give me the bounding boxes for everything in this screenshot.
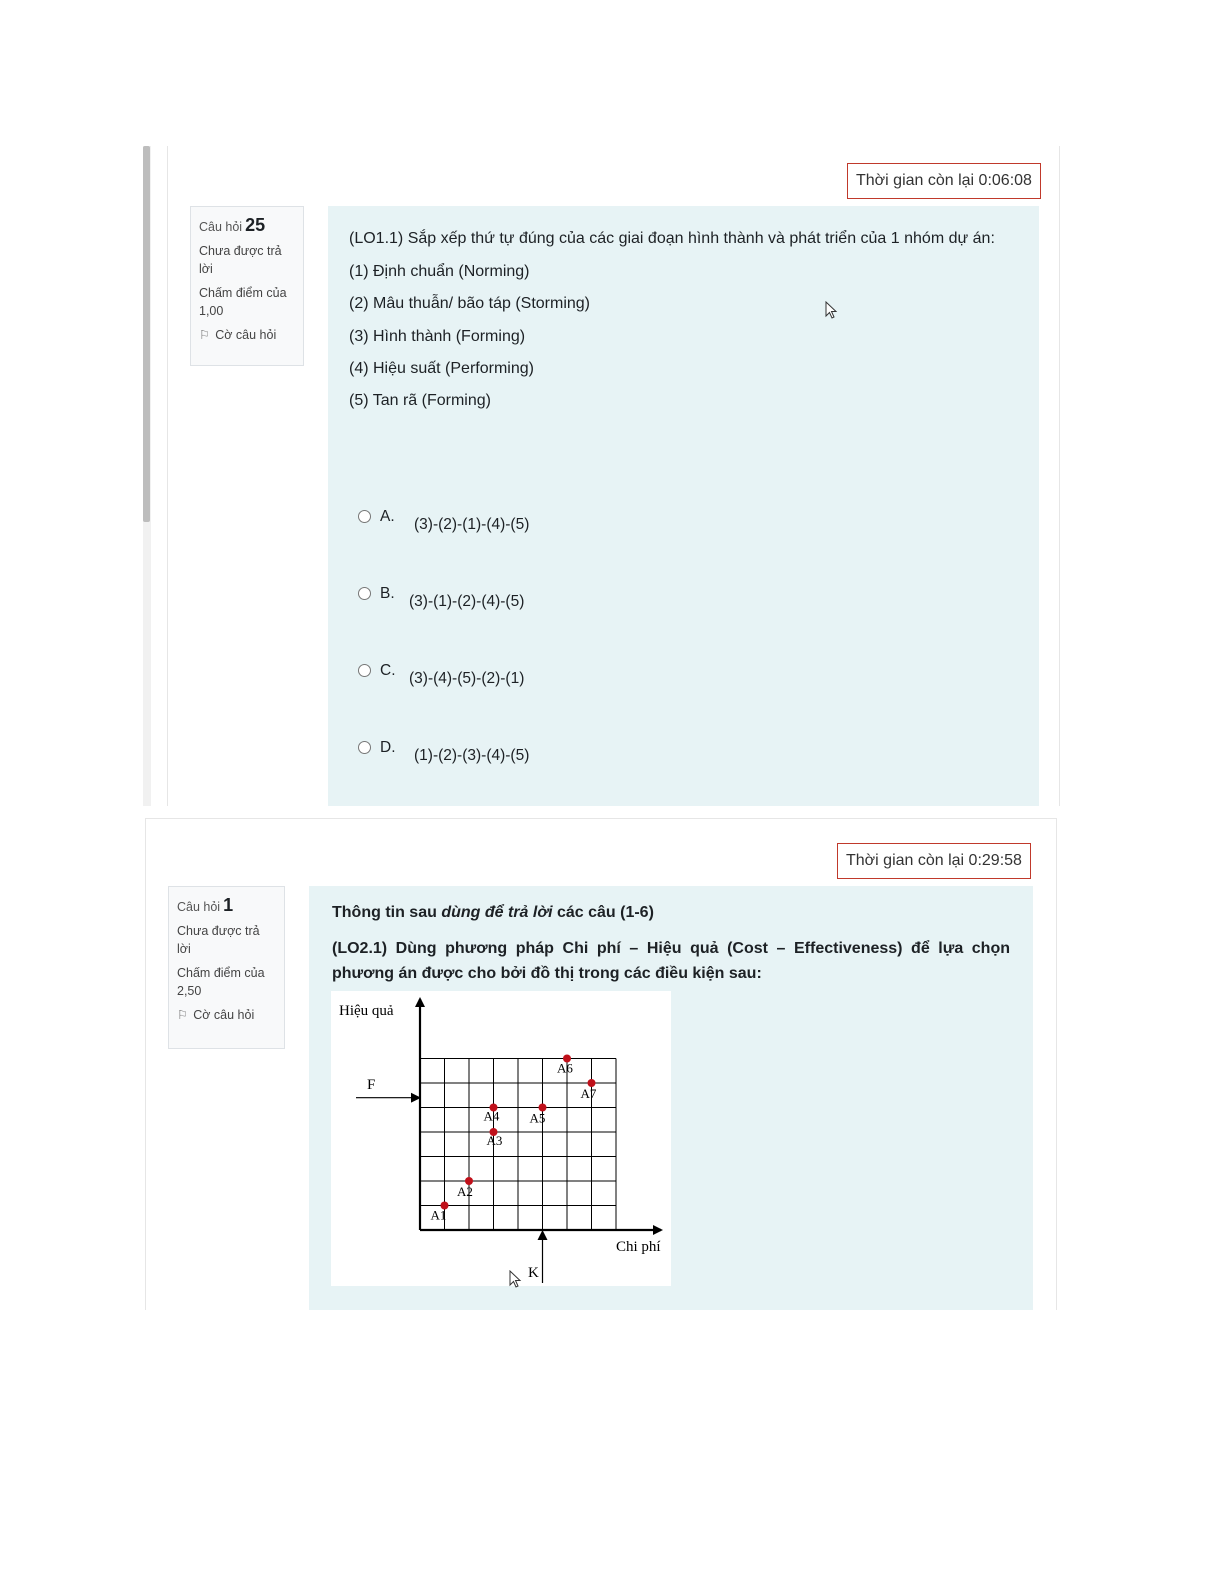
- grade-label: Chấm điểm của 2,50: [177, 966, 265, 998]
- radio-button[interactable]: [358, 587, 371, 600]
- question-number-label: Câu hỏi 25: [199, 215, 266, 235]
- point-label-a6: A6: [557, 1060, 573, 1076]
- y-axis-label: Hiệu quả: [339, 1003, 394, 1019]
- question-line: (5) Tan rã (Forming): [349, 392, 491, 409]
- answer-option-b[interactable]: B. (3)-(1)-(2)-(4)-(5): [358, 589, 524, 607]
- question-number-label: Câu hỏi 1: [177, 895, 234, 915]
- answer-option-c[interactable]: C. (3)-(4)-(5)-(2)-(1): [358, 666, 524, 684]
- answer-option-a[interactable]: A. (3)-(2)-(1)-(4)-(5): [358, 512, 529, 530]
- answer-status: Chưa được trả lời: [177, 924, 260, 956]
- point-label-a5: A5: [529, 1110, 546, 1126]
- k-label: K: [528, 1265, 539, 1281]
- radio-button[interactable]: [358, 510, 371, 523]
- flag-icon: ⚐: [177, 1008, 189, 1022]
- x-axis-label: Chi phí: [616, 1239, 661, 1255]
- panel-divider: [145, 818, 1057, 819]
- point-label-a2: A2: [457, 1184, 473, 1199]
- cost-effectiveness-chart: [331, 991, 671, 1286]
- grade-label: Chấm điểm của 1,00: [199, 286, 287, 318]
- info-heading: Thông tin sau dùng để trả lời các câu (1-6): [332, 904, 654, 921]
- question-line: (3) Hình thành (Forming): [349, 328, 526, 345]
- flag-icon: ⚐: [199, 328, 211, 342]
- question-number: 1: [223, 895, 234, 915]
- point-label-a1: A1: [430, 1207, 447, 1223]
- panel-divider: [167, 146, 168, 806]
- chart-svg: [331, 991, 671, 1286]
- f-label: F: [367, 1077, 376, 1093]
- mouse-pointer-icon: [509, 1270, 523, 1290]
- question-line: (1) Định chuẩn (Norming): [349, 263, 530, 280]
- question-line: (2) Mâu thuẫn/ bão táp (Storming): [349, 295, 591, 312]
- panel-divider: [1059, 146, 1060, 806]
- question-info-panel: [190, 206, 304, 366]
- point-label-a7: A7: [580, 1086, 597, 1101]
- question-number: 25: [245, 215, 266, 235]
- answer-status: Chưa được trả lời: [199, 244, 282, 276]
- question-content: [309, 886, 1033, 1310]
- point-label-a4: A4: [483, 1108, 500, 1124]
- flag-question-link[interactable]: ⚐ Cờ câu hỏi: [177, 1008, 255, 1022]
- question-text: (LO1.1) Sắp xếp thứ tự đúng của các giai đoạn hình thành và phát triển của 1 nhóm dự án:: [349, 230, 995, 247]
- mouse-pointer-icon: [825, 301, 839, 321]
- timer-box: Thời gian còn lại 0:29:58: [837, 843, 1031, 879]
- timer-box: Thời gian còn lại 0:06:08: [847, 163, 1041, 199]
- point-label-a3: A3: [486, 1133, 503, 1148]
- question-text: (LO2.1) Dùng phương pháp Chi phí – Hiệu quả (Cost – Effectiveness) để lựa chọn phương án được cho bởi đồ thị trong các điều kiện sau:: [332, 940, 1010, 982]
- radio-button[interactable]: [358, 664, 371, 677]
- panel-divider: [1056, 818, 1057, 1310]
- flag-question-link[interactable]: ⚐ Cờ câu hỏi: [199, 328, 277, 342]
- question-info-panel: [168, 886, 285, 1049]
- scrollbar-thumb[interactable]: [143, 146, 150, 522]
- panel-divider: [145, 818, 146, 1310]
- question-content: [328, 206, 1039, 806]
- question-line: (4) Hiệu suất (Performing): [349, 360, 534, 377]
- answer-option-d[interactable]: D. (1)-(2)-(3)-(4)-(5): [358, 743, 529, 761]
- radio-button[interactable]: [358, 741, 371, 754]
